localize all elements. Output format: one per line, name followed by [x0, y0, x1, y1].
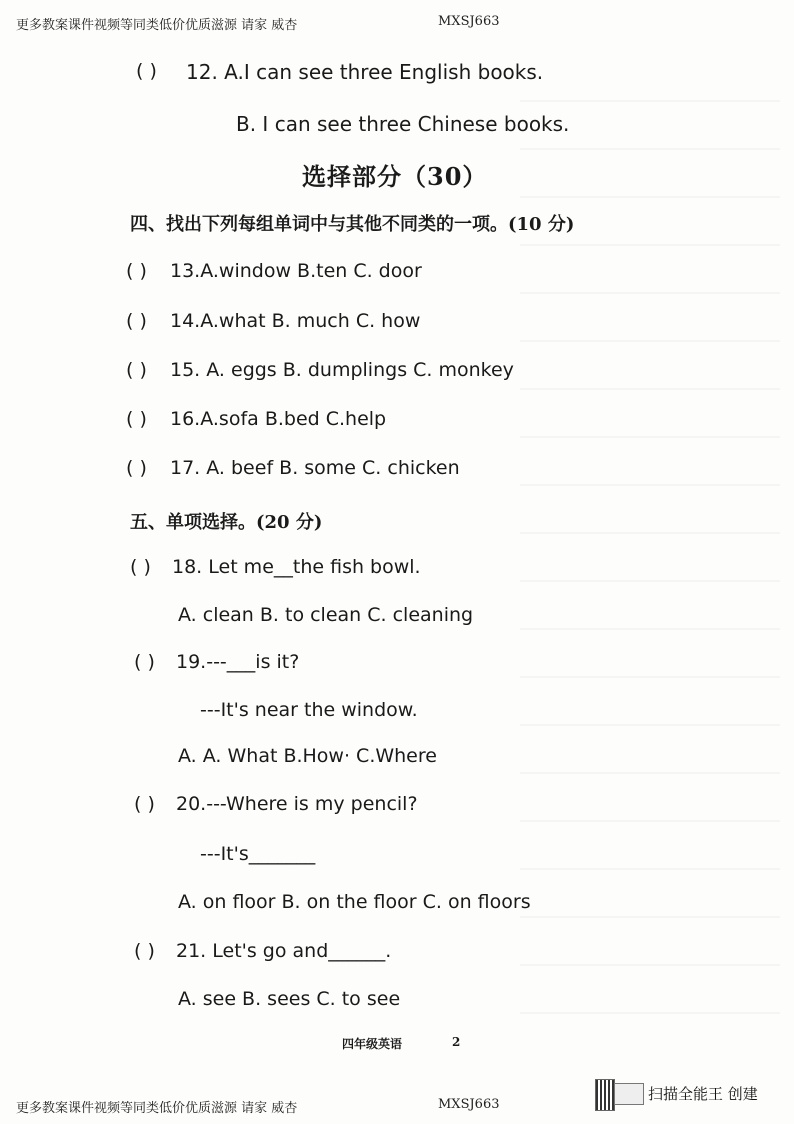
answer-paren-14[interactable]: ( )	[126, 310, 147, 332]
answer-paren-12[interactable]: ( )	[136, 60, 157, 82]
question-18-options: A. clean B. to clean C. cleaning	[178, 604, 474, 626]
question-19-stem: 19.---___is it?	[176, 651, 300, 673]
question-13: 13.A.window B.ten C. door	[170, 260, 422, 282]
question-20-options: A. on floor B. on the floor C. on floors	[178, 891, 531, 913]
section-4-heading: 四、找出下列每组单词中与其他不同类的一项。(10 分)	[130, 214, 575, 235]
qr-code-icon	[595, 1079, 615, 1111]
question-17: 17. A. beef B. some C. chicken	[170, 457, 460, 479]
header-text: 更多教案课件视频等同类低价优质滋源 请家 威杏	[16, 18, 298, 33]
answer-paren-20[interactable]: ( )	[134, 793, 155, 815]
bleed-through-area	[520, 60, 780, 1020]
question-16: 16.A.sofa B.bed C.help	[170, 408, 387, 430]
answer-paren-21[interactable]: ( )	[134, 940, 155, 962]
question-21-options: A. see B. sees C. to see	[178, 988, 401, 1010]
question-12-b: B. I can see three Chinese books.	[236, 112, 570, 136]
section-5-heading: 五、单项选择。(20 分)	[130, 512, 323, 533]
question-21-stem: 21. Let's go and______.	[176, 940, 392, 962]
question-12-a: 12. A.I can see three English books.	[186, 60, 544, 84]
page-label: 四年级英语	[342, 1037, 403, 1051]
footer-code: MXSJ663	[438, 1097, 500, 1112]
question-20-stem: 20.---Where is my pencil?	[176, 793, 418, 815]
answer-paren-15[interactable]: ( )	[126, 359, 147, 381]
answer-paren-18[interactable]: ( )	[130, 556, 151, 578]
question-19-options: A. A. What B.How· C.Where	[178, 745, 437, 767]
page-number: 2	[452, 1035, 461, 1049]
scanner-logo-icon	[614, 1083, 644, 1105]
section-title: 选择部分（30）	[302, 162, 488, 191]
footer-text: 更多教案课件视频等同类低价优质滋源 请家 威杏	[16, 1101, 298, 1116]
question-19-line2: ---It's near the window.	[200, 699, 418, 721]
scanner-watermark: 扫描全能王 创建	[648, 1085, 758, 1103]
answer-paren-13[interactable]: ( )	[126, 260, 147, 282]
header-code: MXSJ663	[438, 14, 500, 29]
answer-paren-16[interactable]: ( )	[126, 408, 147, 430]
question-14: 14.A.what B. much C. how	[170, 310, 421, 332]
question-15: 15. A. eggs B. dumplings C. monkey	[170, 359, 514, 381]
question-20-line2: ---It's_______	[200, 843, 316, 865]
question-18-stem: 18. Let me__the fish bowl.	[172, 556, 421, 578]
answer-paren-17[interactable]: ( )	[126, 457, 147, 479]
answer-paren-19[interactable]: ( )	[134, 651, 155, 673]
